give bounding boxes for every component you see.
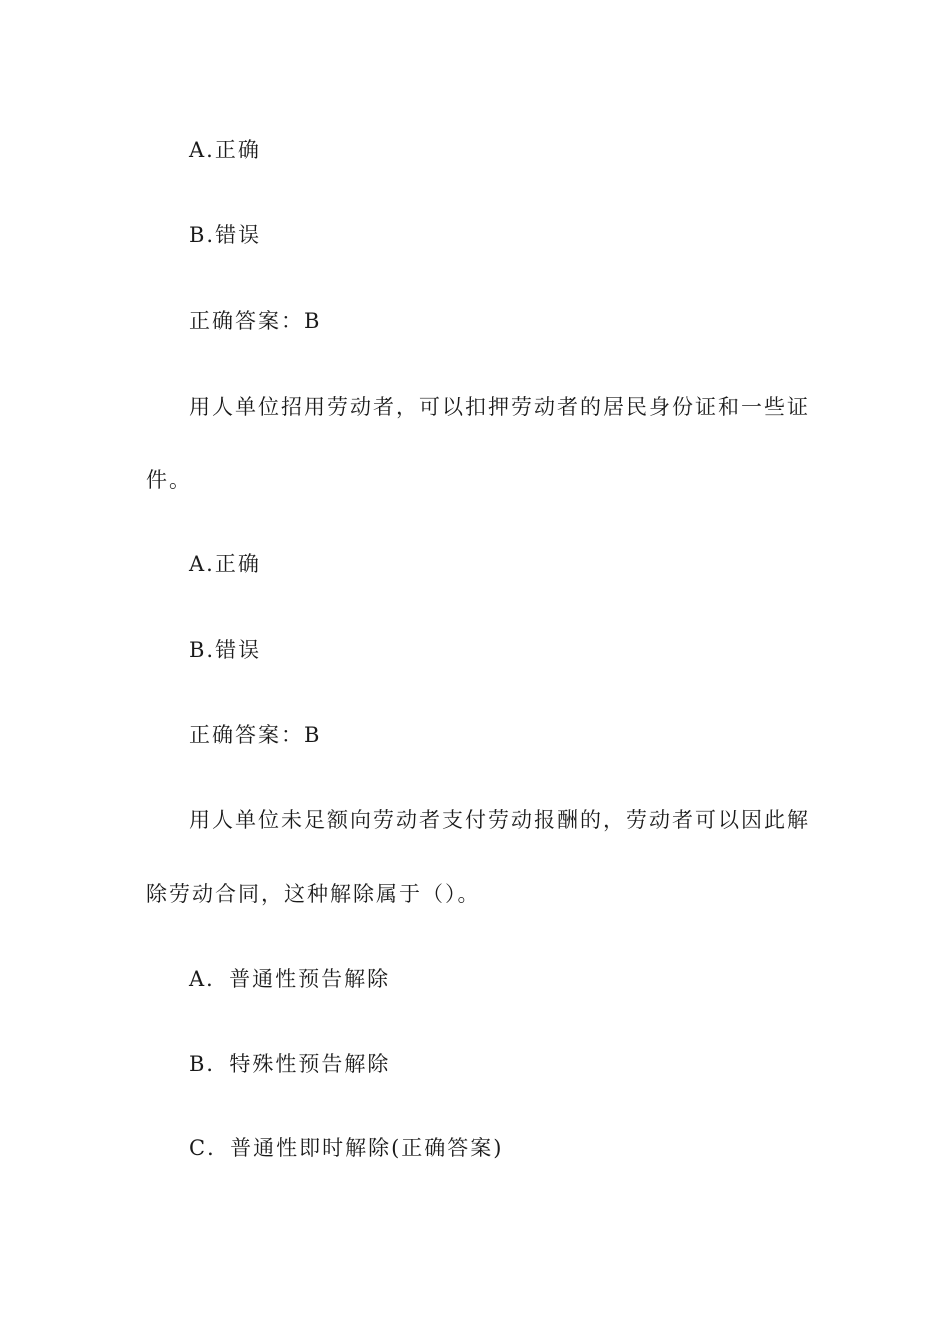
q3-option-a: A．普通性预告解除 [189, 967, 391, 991]
q2-answer: 正确答案：B [189, 723, 322, 747]
q1-option-a: A.正确 [189, 138, 261, 162]
q1-option-b: B.错误 [189, 223, 262, 247]
q2-option-b: B.错误 [189, 638, 262, 662]
q3-stem-line-2: 除劳动合同，这种解除属于（）。 [146, 882, 481, 906]
q3-stem-line-1: 用人单位未足额向劳动者支付劳动报酬的，劳动者可以因此解 [189, 808, 810, 832]
q2-option-a: A.正确 [189, 552, 261, 576]
q1-answer: 正确答案：B [189, 309, 322, 333]
q2-stem-line-2: 件。 [146, 468, 192, 492]
q3-option-b: B．特殊性预告解除 [189, 1052, 391, 1076]
q2-stem-line-1: 用人单位招用劳动者，可以扣押劳动者的居民身份证和一些证 [189, 395, 810, 419]
q3-option-c: C．普通性即时解除(正确答案) [189, 1136, 504, 1160]
